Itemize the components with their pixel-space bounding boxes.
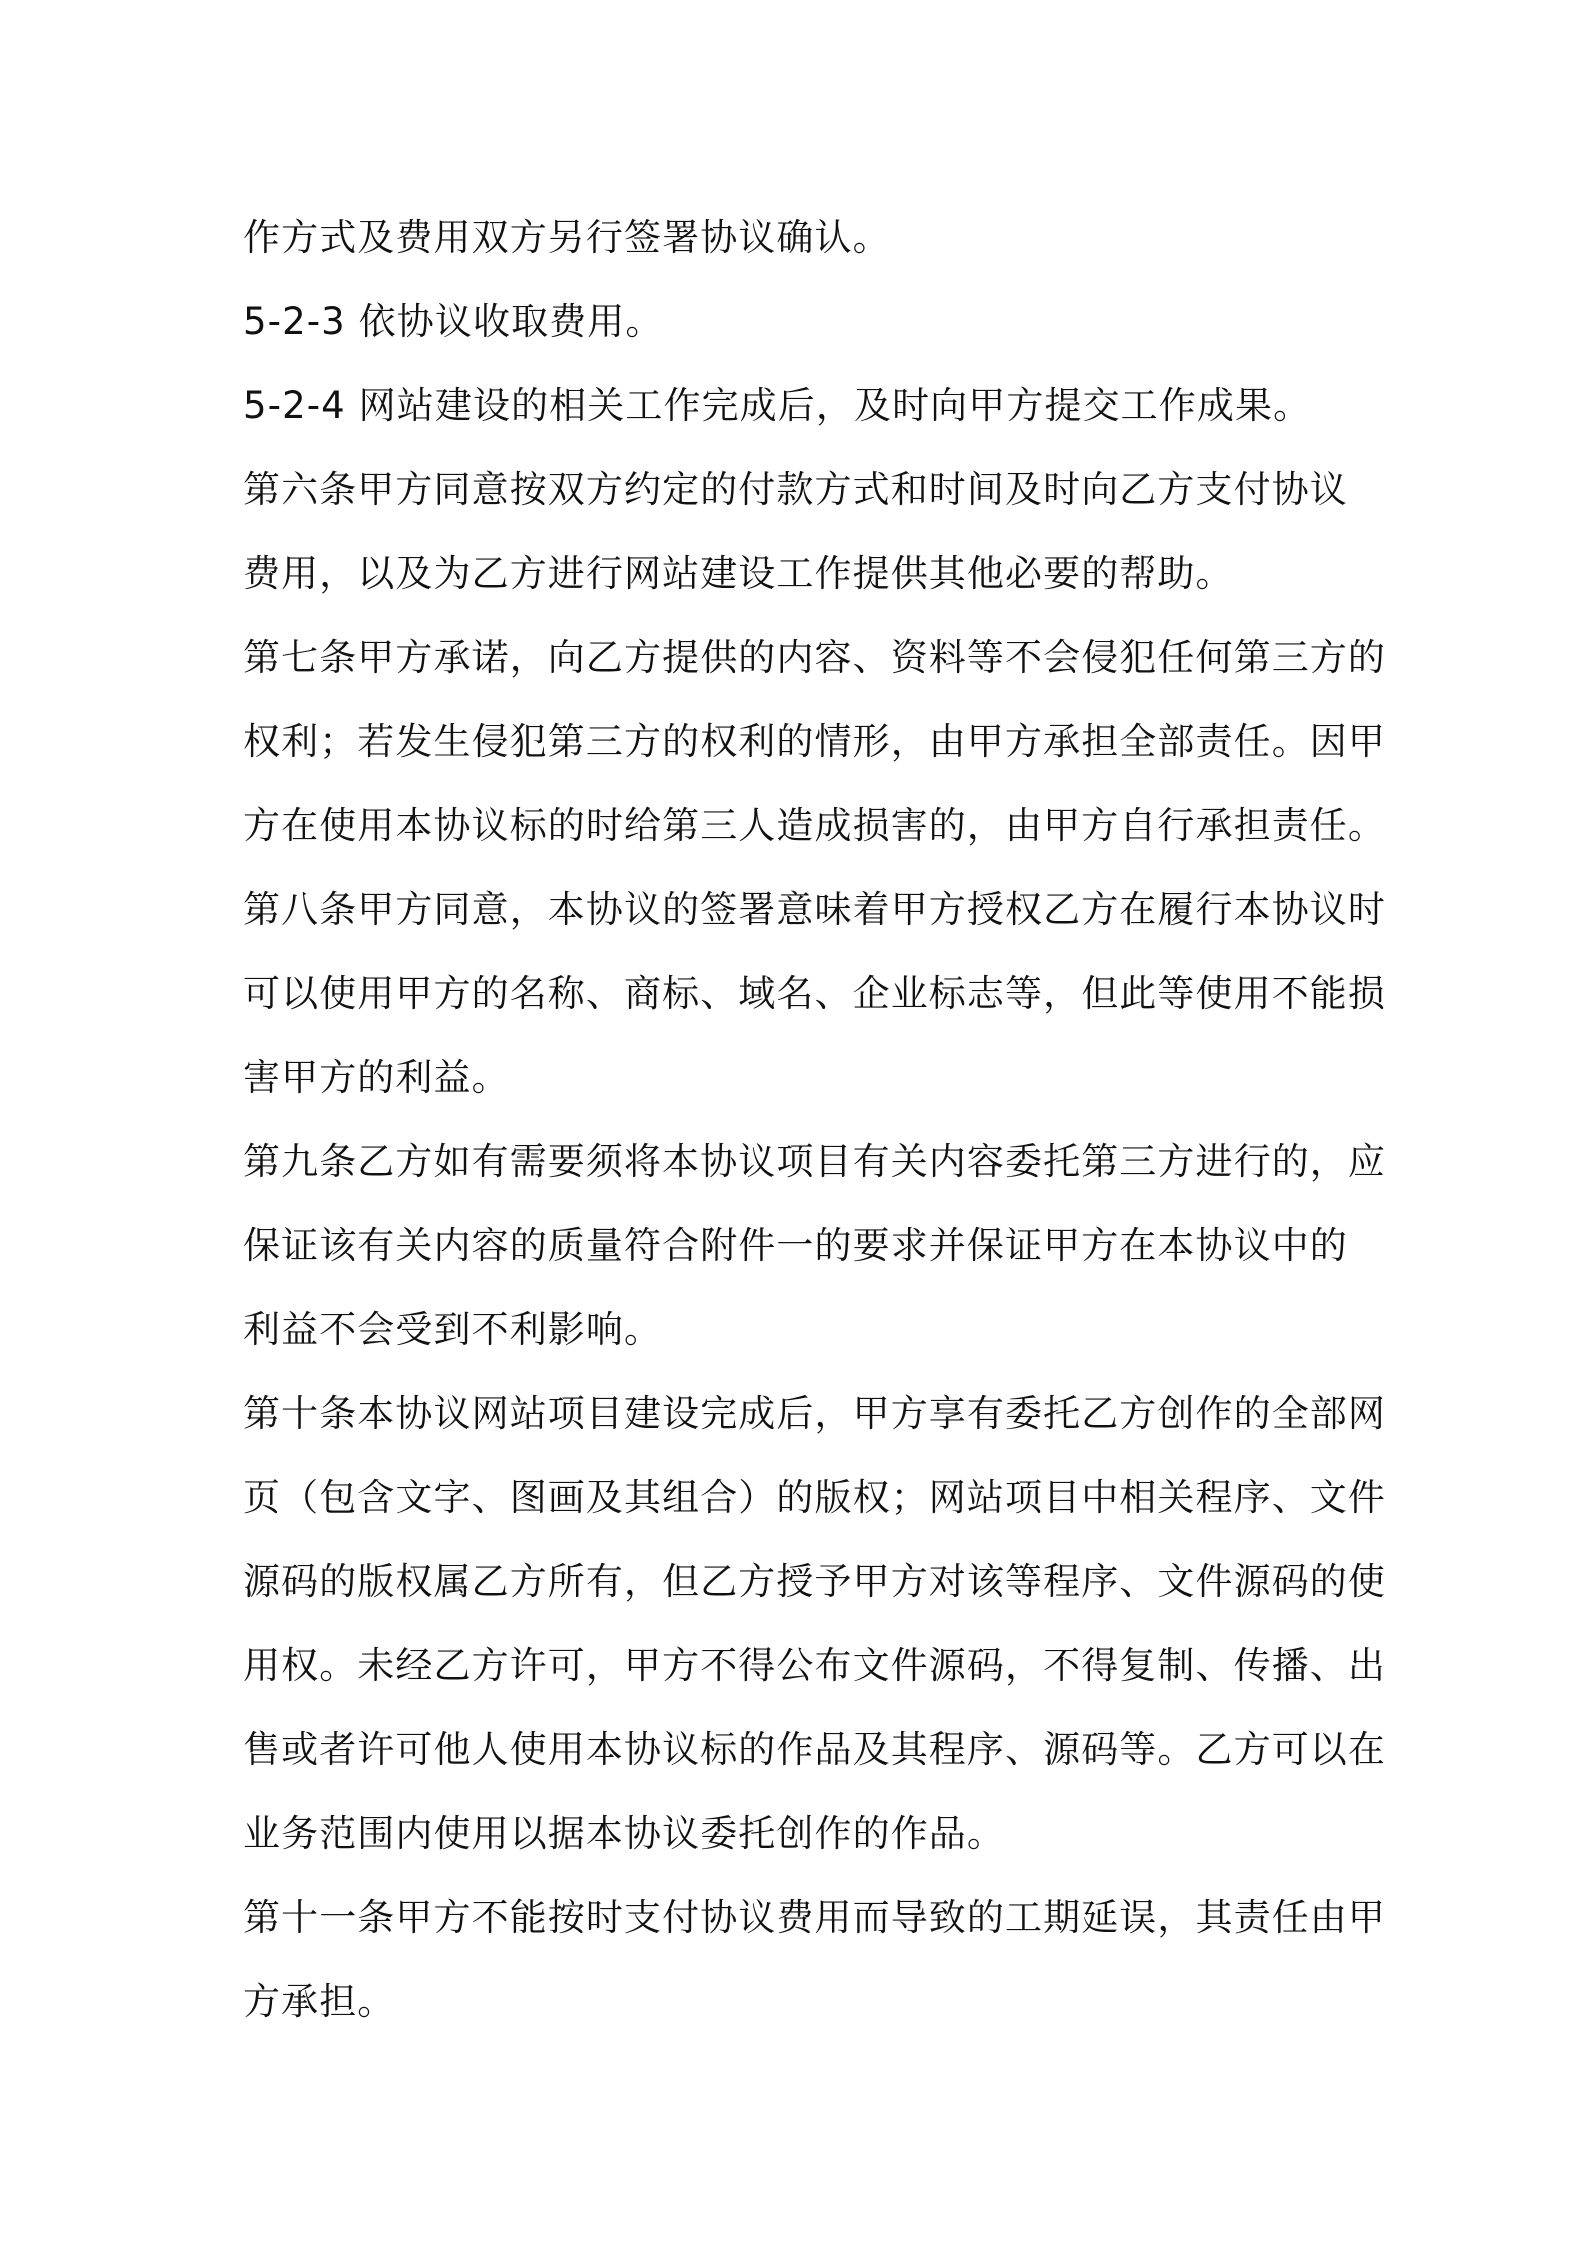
text-line: 第六条甲方同意按双方约定的付款方式和时间及时向乙方支付协议 <box>243 468 1348 511</box>
text-line: 权利；若发生侵犯第三方的权利的情形，由甲方承担全部责任。因甲 <box>243 720 1386 763</box>
text-line: 第七条甲方承诺，向乙方提供的内容、资料等不会侵犯任何第三方的 <box>243 636 1386 679</box>
text-line: 利益不会受到不利影响。 <box>243 1308 663 1351</box>
text-line: 作方式及费用双方另行签署协议确认。 <box>243 216 891 259</box>
text-line: 用权。未经乙方许可，甲方不得公布文件源码，不得复制、传播、出 <box>243 1644 1386 1687</box>
text-line: 第十一条甲方不能按时支付协议费用而导致的工期延误，其责任由甲 <box>243 1896 1386 1939</box>
text-line: 业务范围内使用以据本协议委托创作的作品。 <box>243 1812 1005 1855</box>
text-line: 5-2-3 依协议收取费用。 <box>243 300 664 343</box>
text-line: 可以使用甲方的名称、商标、域名、企业标志等，但此等使用不能损 <box>243 972 1386 1015</box>
text-line: 源码的版权属乙方所有，但乙方授予甲方对该等程序、文件源码的使 <box>243 1560 1386 1603</box>
text-line: 第八条甲方同意，本协议的签署意味着甲方授权乙方在履行本协议时 <box>243 888 1386 931</box>
text-line: 保证该有关内容的质量符合附件一的要求并保证甲方在本协议中的 <box>243 1224 1348 1267</box>
text-line: 方在使用本协议标的时给第三人造成损害的，由甲方自行承担责任。 <box>243 804 1386 847</box>
text-line: 费用，以及为乙方进行网站建设工作提供其他必要的帮助。 <box>243 552 1234 595</box>
contract-text <box>243 196 1386 2044</box>
text-line: 第九条乙方如有需要须将本协议项目有关内容委托第三方进行的，应 <box>243 1140 1386 1183</box>
text-line: 售或者许可他人使用本协议标的作品及其程序、源码等。乙方可以在 <box>243 1728 1386 1771</box>
text-line: 害甲方的利益。 <box>243 1056 510 1099</box>
text-line: 第十条本协议网站项目建设完成后，甲方享有委托乙方创作的全部网 <box>243 1392 1386 1435</box>
text-line: 5-2-4 网站建设的相关工作完成后，及时向甲方提交工作成果。 <box>243 384 1312 427</box>
text-line: 方承担。 <box>243 1980 396 2023</box>
text-line: 页（包含文字、图画及其组合）的版权；网站项目中相关程序、文件 <box>243 1476 1386 1519</box>
